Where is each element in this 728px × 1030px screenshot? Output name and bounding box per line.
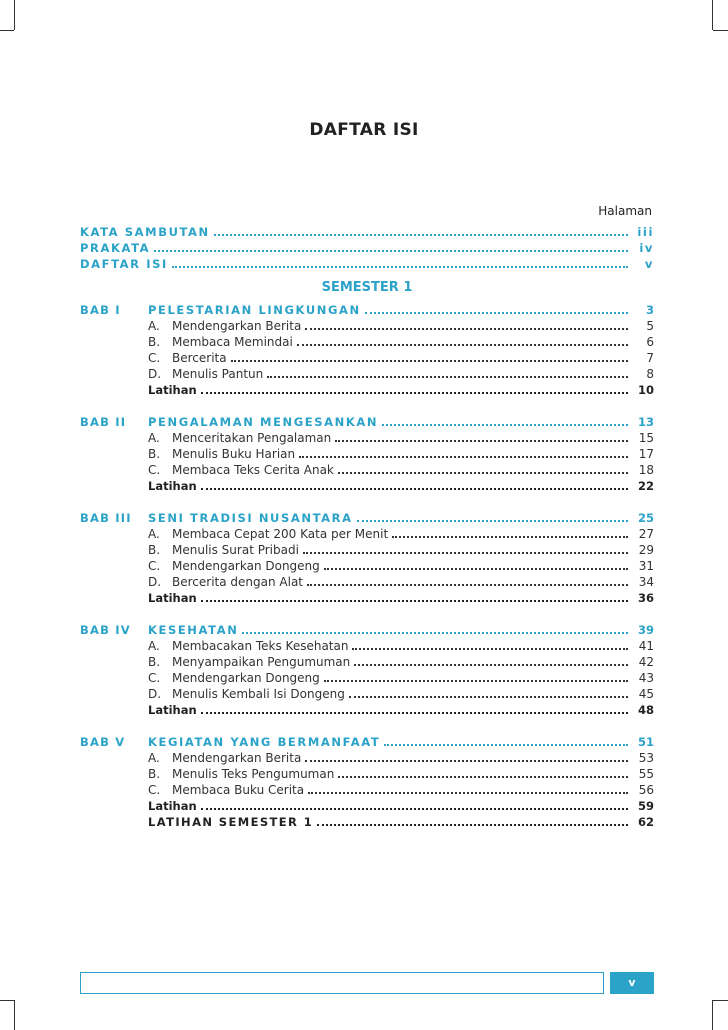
row-title-text: Membacakan Teks Kesehatan [172,639,349,653]
section-row [80,638,654,654]
row-title-text: Menulis Surat Pribadi [172,543,299,557]
row-title-text: Menyampaikan Pengumuman [172,655,351,669]
row-title-text: DAFTAR ISI [80,257,168,271]
dot-leader [324,680,628,682]
dot-leader [267,376,628,378]
page-number: 22 [637,479,654,493]
crop-mark-top-right [713,30,728,31]
section-row [80,574,654,590]
section-row [80,430,654,446]
row-label: BAB IV [80,623,131,637]
row-title [148,670,322,686]
dot-leader [357,520,628,522]
row-title [148,478,199,494]
page-number: 15 [638,431,654,445]
dot-leader [324,568,628,570]
footer-bar [80,972,604,994]
front-matter-row [80,256,654,272]
row-title-text: Membaca Teks Cerita Anak [172,463,334,477]
row-title-text: Latihan [148,383,197,397]
page-number: 6 [646,335,654,349]
latihan-row [80,702,654,718]
page-number: 59 [637,799,654,813]
chapter-row [80,734,654,750]
dot-leader [349,696,628,698]
row-title-text: Mendengarkan Berita [172,319,302,333]
row-title-text: Bercerita dengan Alat [172,575,304,589]
page-number: 36 [637,591,654,605]
item-letter: C. [148,783,161,797]
row-title-text: Menulis Kembali Isi Dongeng [172,687,345,701]
front-matter [80,224,654,272]
item-letter: A. [148,639,160,653]
crop-mark-bottom-right [712,1000,713,1030]
dot-leader [242,632,628,634]
item-letter: C. [148,463,161,477]
row-title [148,350,229,366]
section-row [80,334,654,350]
section-row [80,526,654,542]
item-letter: D. [148,687,162,701]
row-title [148,462,336,478]
row-title [80,240,152,256]
row-title [148,526,390,542]
row-title-text: SENI TRADISI NUSANTARA [148,511,353,525]
dot-leader [299,456,628,458]
section-row [80,782,654,798]
page-number: v [644,257,654,271]
row-title-text: KESEHATAN [148,623,239,637]
row-title [148,686,347,702]
row-title-text: KEGIATAN YANG BERMANFAAT [148,735,381,749]
row-title-text: Membaca Buku Cerita [172,783,305,797]
crop-mark-top-right [712,0,713,30]
dot-leader [297,344,628,346]
dot-leader [384,744,628,746]
page-number: iv [639,241,654,255]
row-title [148,654,352,670]
dot-leader [382,424,628,426]
chapter-list [80,302,654,830]
crop-mark-top-left [14,0,15,30]
item-letter: A. [148,319,160,333]
latihan-row [80,798,654,814]
page-number: 55 [638,767,654,781]
chapter-gap [80,494,654,506]
dot-leader [214,234,628,236]
row-label: BAB I [80,303,121,317]
item-letter: D. [148,575,162,589]
dot-leader [201,392,628,394]
dot-leader [365,312,628,314]
row-title [148,430,333,446]
section-row [80,670,654,686]
section-row [80,318,654,334]
chapter-gap [80,606,654,618]
page-number: 56 [638,783,654,797]
page-number: 39 [637,623,654,637]
item-letter: A. [148,431,160,445]
dot-leader [201,712,628,714]
dot-leader [154,250,628,252]
front-matter-row [80,224,654,240]
item-letter: C. [148,671,161,685]
row-title [148,318,303,334]
row-title [148,334,295,350]
row-title-text: PELESTARIAN LINGKUNGAN [148,303,361,317]
row-title-text: Latihan [148,591,197,605]
row-label: BAB III [80,511,132,525]
page-number: 41 [638,639,654,653]
row-title-text: Menulis Buku Harian [172,447,296,461]
latihan-row [80,382,654,398]
page-number: 29 [638,543,654,557]
row-title [148,558,322,574]
row-title-text: Membaca Memindai [172,335,293,349]
row-title [148,814,315,830]
semester-heading: SEMESTER 1 [321,280,413,295]
latihan-semester-row [80,814,654,830]
row-title-text: LATIHAN SEMESTER 1 [148,815,314,829]
latihan-row [80,590,654,606]
item-letter: A. [148,527,160,541]
section-row [80,462,654,478]
row-label: BAB II [80,415,127,429]
halaman-label: Halaman [598,204,652,218]
item-letter: D. [148,367,162,381]
page-number: 53 [638,751,654,765]
chapter-row [80,302,654,318]
section-row [80,654,654,670]
row-title-text: Latihan [148,799,197,813]
page-number: 51 [637,735,654,749]
page-number: 10 [637,383,654,397]
dot-leader [231,360,628,362]
crop-mark-top-left [0,30,14,31]
row-title [148,414,380,430]
page-title: DAFTAR ISI [309,120,419,140]
item-letter: B. [148,335,161,349]
dot-leader [303,552,628,554]
row-title-text: Mendengarkan Berita [172,751,302,765]
page-number: 34 [638,575,654,589]
row-label: BAB V [80,735,126,749]
page-number: 45 [638,687,654,701]
row-title-text: PENGALAMAN MENGESANKAN [148,415,379,429]
row-title-text: Mendengarkan Dongeng [172,671,320,685]
footer-page-number: v [610,972,654,994]
row-title-text: KATA SAMBUTAN [80,225,210,239]
row-title [148,782,306,798]
page-number: 18 [638,463,654,477]
row-title-text: Membaca Cepat 200 Kata per Menit [172,527,389,541]
item-letter: C. [148,559,161,573]
page-number: 25 [637,511,654,525]
page-number: 43 [638,671,654,685]
dot-leader [338,776,628,778]
row-title [80,224,212,240]
chapter-gap [80,398,654,410]
item-letter: B. [148,447,161,461]
section-row [80,542,654,558]
page-number: 62 [637,815,654,829]
dot-leader [307,584,628,586]
section-row [80,446,654,462]
dot-leader [201,488,628,490]
section-row [80,350,654,366]
dot-leader [201,600,628,602]
front-matter-row [80,240,654,256]
row-title [148,750,303,766]
row-title [148,366,265,382]
item-letter: B. [148,655,161,669]
item-letter: B. [148,543,161,557]
dot-leader [308,792,628,794]
section-row [80,366,654,382]
crop-mark-bottom-right [713,1000,728,1001]
page-number: 17 [638,447,654,461]
section-row [80,766,654,782]
dot-leader [305,328,628,330]
row-title-text: Latihan [148,479,197,493]
latihan-row [80,478,654,494]
chapter-row [80,414,654,430]
table-of-contents [80,224,654,830]
row-title [148,734,382,750]
row-title [148,302,363,318]
row-title-text: Latihan [148,703,197,717]
row-title [148,590,199,606]
section-row [80,558,654,574]
row-title-text: Menulis Pantun [172,367,264,381]
item-letter: C. [148,351,161,365]
dot-leader [392,536,628,538]
page-number: 5 [646,319,654,333]
row-title [148,382,199,398]
row-title-text: PRAKATA [80,241,151,255]
row-title [148,702,199,718]
dot-leader [172,266,628,268]
chapter-row [80,510,654,526]
row-title-text: Menulis Teks Pengumuman [172,767,335,781]
page-number: 27 [638,527,654,541]
row-title [148,622,240,638]
row-title-text: Bercerita [172,351,227,365]
chapter-row [80,622,654,638]
item-letter: B. [148,767,161,781]
dot-leader [317,824,628,826]
row-title [148,446,297,462]
page-number: 3 [645,303,654,317]
section-row [80,750,654,766]
dot-leader [201,808,628,810]
row-title-text: Menceritakan Pengalaman [172,431,332,445]
row-title [148,638,350,654]
dot-leader [335,440,628,442]
page-number: 42 [638,655,654,669]
page-number: 8 [646,367,654,381]
crop-mark-bottom-left [0,1000,14,1001]
page-number: iii [637,225,654,239]
page-number: 13 [637,415,654,429]
crop-mark-bottom-left [14,1000,15,1030]
row-title [148,798,199,814]
row-title-text: Mendengarkan Dongeng [172,559,320,573]
row-title [148,542,301,558]
dot-leader [354,664,628,666]
section-row [80,686,654,702]
dot-leader [352,648,628,650]
page-number: 7 [646,351,654,365]
row-title [80,256,170,272]
row-title [148,766,336,782]
row-title [148,510,355,526]
page-number: 31 [638,559,654,573]
dot-leader [338,472,628,474]
page-number: 48 [637,703,654,717]
item-letter: A. [148,751,160,765]
chapter-gap [80,718,654,730]
row-title [148,574,305,590]
dot-leader [305,760,628,762]
